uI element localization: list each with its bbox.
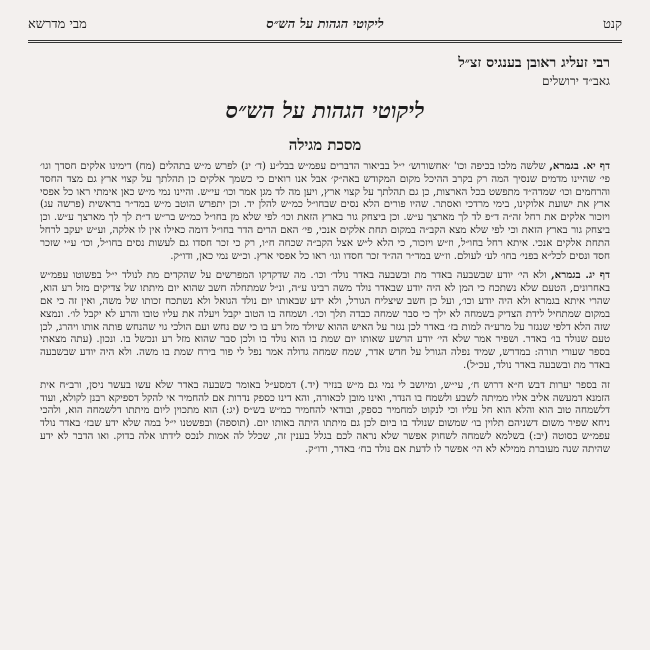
paragraph-text: ולא הי׳ יודע שבשבעה באדר מת ובשבעה באדר נולד׳ וכו׳. מה שדקדקו המפרשים על שהקדים מת לנולד י״ל בפשוטו עפמ״ש באחרונים, הטעם שלא נשתכח כי המן לא היה יודע שבאדר נולד משה רבינו ע״ה, ונ״ל שמתחלה חשב שהוא יום מיתתו של צדיקים מזל רע הוא, שהרי איתא בגמרא ולא היה יודע וכו׳, ועל כן חשב שיצליח הגורל, ולא ידע שבאותו יום נולד הגואל ולא נשתכח זכותו של משה, ואין זה כי אם במקום שמתחיל לידת הצדיק בשמחה לא ילך כי סבר שמחה כבדה תלך וכו׳. ושמחה בו הטוב יקבל ויעלה את עליו טובו והרע לא יקבל לו׳. ונמצא שזה הלא דלפי שנגזר על מרע״ה למות בז׳ באדר לכן נגזר על האיש ההוא שיולד מזל רע בו כי שם נחש ועם הולכי גוי שהנחש פותה אותו ויהרג, לכן טעם שנולד בו׳ באדר. ושפיר אמר שלא הי׳ יודע הרשע שאותו יום שמת בו הוא נולד בו ולכן סבר שהוא מזל רע ונכשל בו. ונכון. (עתה מצאתי בספר שעורי תורה: במדרש, שמיד נפלה הגורל על חדש אדר, שמח שמחה גדולה אמר נפל לי פור בירח שמת בו משה. ולא היה יודע שבשבעה באדר מת ובשבעה באדר נולד, עכ״ל). bbox=[40, 270, 610, 371]
paragraph-lead: דף יא. בגמרא, bbox=[549, 160, 610, 172]
paragraph bbox=[40, 269, 610, 372]
running-title: ליקוטי הגהות על הש״ס bbox=[266, 17, 384, 32]
paragraph-text: זה בספר יערות דבש ח״א דרוש ח׳, עי״ש, ומיושב לי נמי גם מ״ש בנזיר (יד.) דמסע״ל באומר כשבעה באדר שלא עשו בעשר ניסן, ורב״ח אית הזמנא דמעשה אליב אליו ממיתה לשבע ולשמח בו הנדר, ואינו מובן לכאורה, והא דינו כספק נדרות אם להחמיר אי להקל דספיקא רבנן לקולא, ועוד דלשמחה טוב הוא והלא הוא חל עליו וכי לנקוט למחמיר כספק, ובודאי להחמיר כמ״ש בש״ס (יג:) הוא מתכוין ליום מיתתו דלשמחה הוא, ולהכי ניחא שפיר משום דשניהם תלוין בו׳ שמשום שנולד בו ביום לכן גם מיתתו היתה באותו יום. (תוספה) ובפשטנו י״ל במה שלא ידע שבז׳ באדר נולד עפמ״ש בסוטה (יב:) בשלמא לשמחה לשחוק אפשר שלא נראה לכם בגלל בענין זה, שכלל לה אמות לנכס לידתו אלה בדוק. ואו הדבר לא ידע שהיתה שנה מעוברת ממילא לא הי׳ אפשר לו לדעת אם נולד בח׳ באדר, ודו״ק. bbox=[40, 379, 610, 455]
body-text bbox=[40, 160, 610, 632]
header-rule-bottom bbox=[28, 42, 622, 43]
author-location: גאב״ד ירושלים bbox=[542, 74, 610, 88]
tractate-title: מסכת מגילה bbox=[288, 136, 362, 154]
paragraph-lead: דף יג. בגמרא, bbox=[551, 269, 610, 282]
header-rule-top bbox=[28, 40, 622, 41]
running-header bbox=[28, 16, 622, 38]
paragraph-text: שלשה מלכו בכיפה וכו' ׳אחשורוש׳ י״ל בביאור הדברים עפמ״ש בבל״ע (ד׳ ינ) לפרש מ״ש בתהלים (מח) דימינו אלקים חסדך וגו׳ פי׳ שהיינו מדמים שנסיך המה רק בקרב ההיכל מקום המקודש באה״ק׳ אבל אנו רואים כי כשמך אלקים כן תהלתך על קצוי ארץ גם מצד החסד והרחמים וכו׳ שמדה״ד מתפשט בכל הארצות, כן גם תהלתך על קצוי ארץ, ויען מה לד מגן אמר וכו׳ עי״ש. והיינו נמי מ״ש כאן אימתי ראו כל אפסי ארץ את ישועת אלוקינו, בימי מרדכי ואסתר. שהיו פורים הלא נסים שבחו״ל כמ״ש להלן יד. וכן יתפרש הוטב מ״ש במד״ר בראשית (פרשה עג) ויזכור אלקים את רחל זה״ה ד״פ לד לך מארצך ע״ש. וכן ביצחק גור בארץ הזאת וכו׳ לפי שלא מן בחו״ל כמ״ש בר״ש ד״ת לך לך מארצך ע״ש. וכן ביצחק גור בארץ הזאת וכי לפי שלא מצא הקב״ה במקום תחת אלקים אנכי, פי׳ האם הרים הדר בחו״ל דומה כאילו אין לו אלקה, וע״ש יעקב לרחל התחת אלקים אנכי. איתא רחל בחו״ל, וז״ש ויזכור, כי הלא ל״ש אצל הקב״ה שכחה ח״ו, רק כי זכר חסדו גם לעשות נסים בחו״ל, וכו׳ ע״י שזכר חסד ונסים לכל״א בפני׳ בחו׳ לע׳ לעולם. וז״ש במד״ר הה״ד זכר חסדו וגו׳ ראו כל אפסי ארץ. וכ״ש נמי כאן, ודו״ק. bbox=[40, 161, 610, 262]
author-name: רבי זעליג ראובן בענגיס זצ״ל bbox=[458, 55, 610, 71]
author-block bbox=[458, 54, 610, 90]
paragraph bbox=[40, 379, 610, 457]
paragraph bbox=[40, 160, 610, 263]
section-title: ליקוטי הגהות על הש״ס bbox=[225, 98, 425, 124]
book-name: מבי מדרשא bbox=[28, 17, 87, 32]
page-number: קנט bbox=[602, 17, 622, 32]
